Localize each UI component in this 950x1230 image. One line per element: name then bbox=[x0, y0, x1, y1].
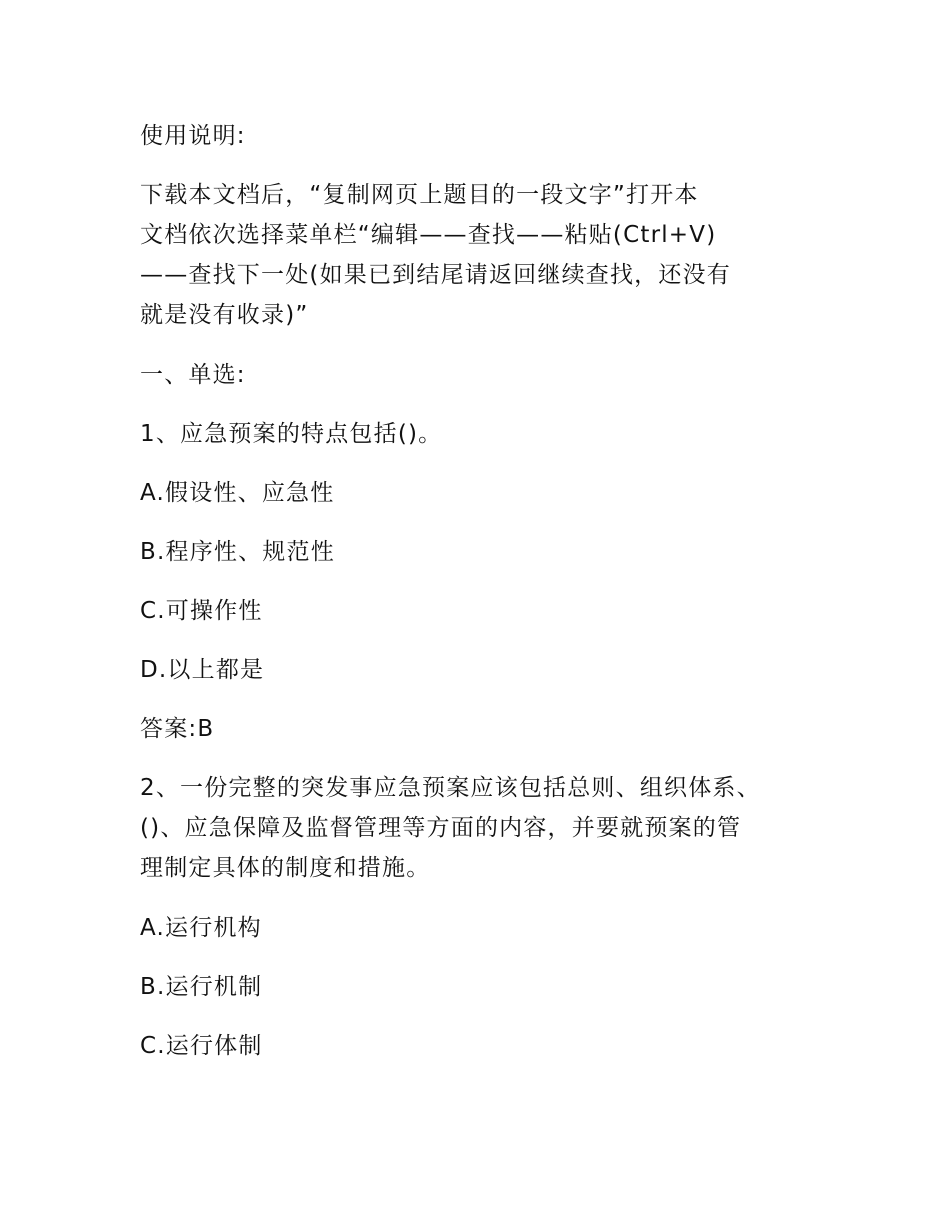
question-2-stem-line: 理制定具体的制度和措施。 bbox=[140, 855, 431, 881]
instructions-line: 就是没有收录)” bbox=[140, 302, 309, 328]
question-1-stem: 1、应急预案的特点包括()。 bbox=[140, 421, 443, 447]
section-heading: 一、单选: bbox=[140, 362, 246, 388]
question-1-option-d: D.以上都是 bbox=[140, 657, 265, 683]
instructions-line: ——查找下一处(如果已到结尾请返回继续查找，还没有 bbox=[140, 262, 731, 288]
question-2-option-c: C.运行体制 bbox=[140, 1033, 263, 1059]
question-1-answer: 答案:B bbox=[140, 716, 215, 742]
question-2-stem bbox=[140, 768, 815, 888]
document-content bbox=[140, 116, 815, 1085]
question-2-stem-line: ()、应急保障及监督管理等方面的内容，并要就预案的管 bbox=[140, 815, 742, 841]
instructions-heading: 使用说明: bbox=[140, 123, 246, 149]
instructions-body bbox=[140, 175, 815, 335]
instructions-line: 下载本文档后，“复制网页上题目的一段文字”打开本 bbox=[140, 182, 699, 208]
question-2-option-a: A.运行机构 bbox=[140, 915, 262, 941]
question-1-option-a: A.假设性、应急性 bbox=[140, 480, 335, 506]
instructions-line: 文档依次选择菜单栏“编辑——查找——粘贴(Ctrl+V) bbox=[140, 222, 717, 248]
question-1-option-b: B.程序性、规范性 bbox=[140, 539, 335, 565]
question-2-option-b: B.运行机制 bbox=[140, 974, 263, 1000]
question-1-option-c: C.可操作性 bbox=[140, 598, 263, 624]
question-2-stem-line: 2、一份完整的突发事应急预案应该包括总则、组织体系、 bbox=[140, 775, 761, 801]
